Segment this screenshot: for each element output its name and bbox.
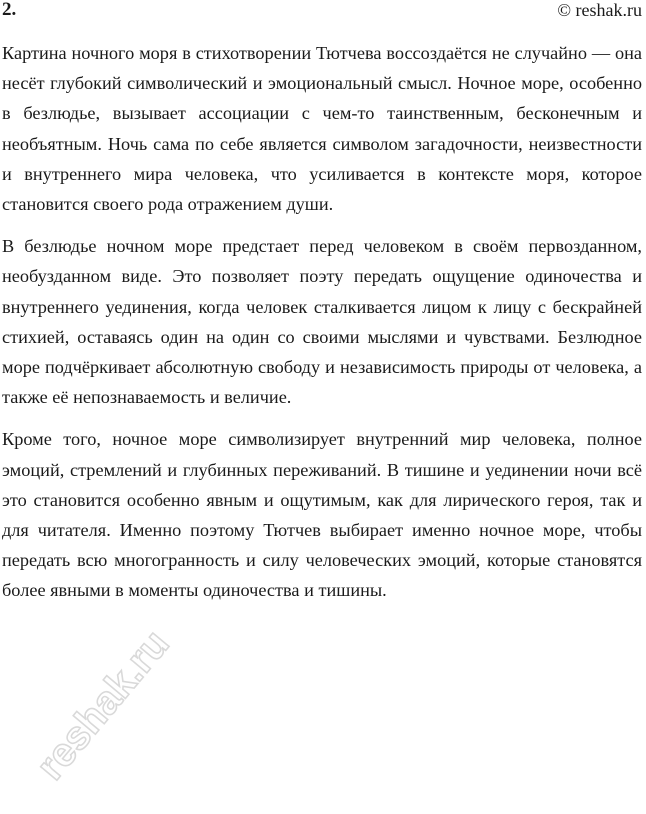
- task-number: 2.: [2, 0, 17, 20]
- paragraph-3: Кроме того, ночное море символизирует внутренний мир человека, полное эмоций, стремлений и глубинных переживаний. В тишине и уединении ночи всё это становится особенно явным и ощутимым, как для лирического героя, так и для читателя. Именно поэтому Тютчев выбирает именно ночное море, чтобы передать всю многогранность и силу человеческих эмоций, которые становятся более явными в моменты одиночества и тишины.: [2, 429, 642, 601]
- svg-text:reshak.ru: reshak.ru: [28, 621, 178, 789]
- page-header: [0, 0, 646, 26]
- watermark-logo: [7, 603, 198, 806]
- paragraph-2: В безлюдье ночном море предстает перед человеком в своём первозданном, необузданном виде. Это позволяет поэту передать ощущение одиночества и внутреннего уединения, когда человек сталкивается лицом к лицу с бескрайней стихией, оставаясь один на один со своими мыслями и чувствами. Безлюдное море подчёркивает абсолютную свободу и независимость природы от человека, а также её непознаваемость и величие.: [2, 236, 642, 408]
- copyright-link[interactable]: © reshak.ru: [557, 0, 642, 20]
- answer-text: [2, 38, 642, 618]
- paragraph-1: Картина ночного моря в стихотворении Тютчева воссоздаётся не случайно — она несёт глубокий символический и эмоциональный смысл. Ночное море, особенно в безлюдье, вызывает ассоциации с чем-то таинственным, бесконечным и необъятным. Ночь сама по себе является символом загадочности, неизвестности и внутреннего мира человека, что усиливается в контексте моря, которое становится своего рода отражением души.: [2, 43, 642, 215]
